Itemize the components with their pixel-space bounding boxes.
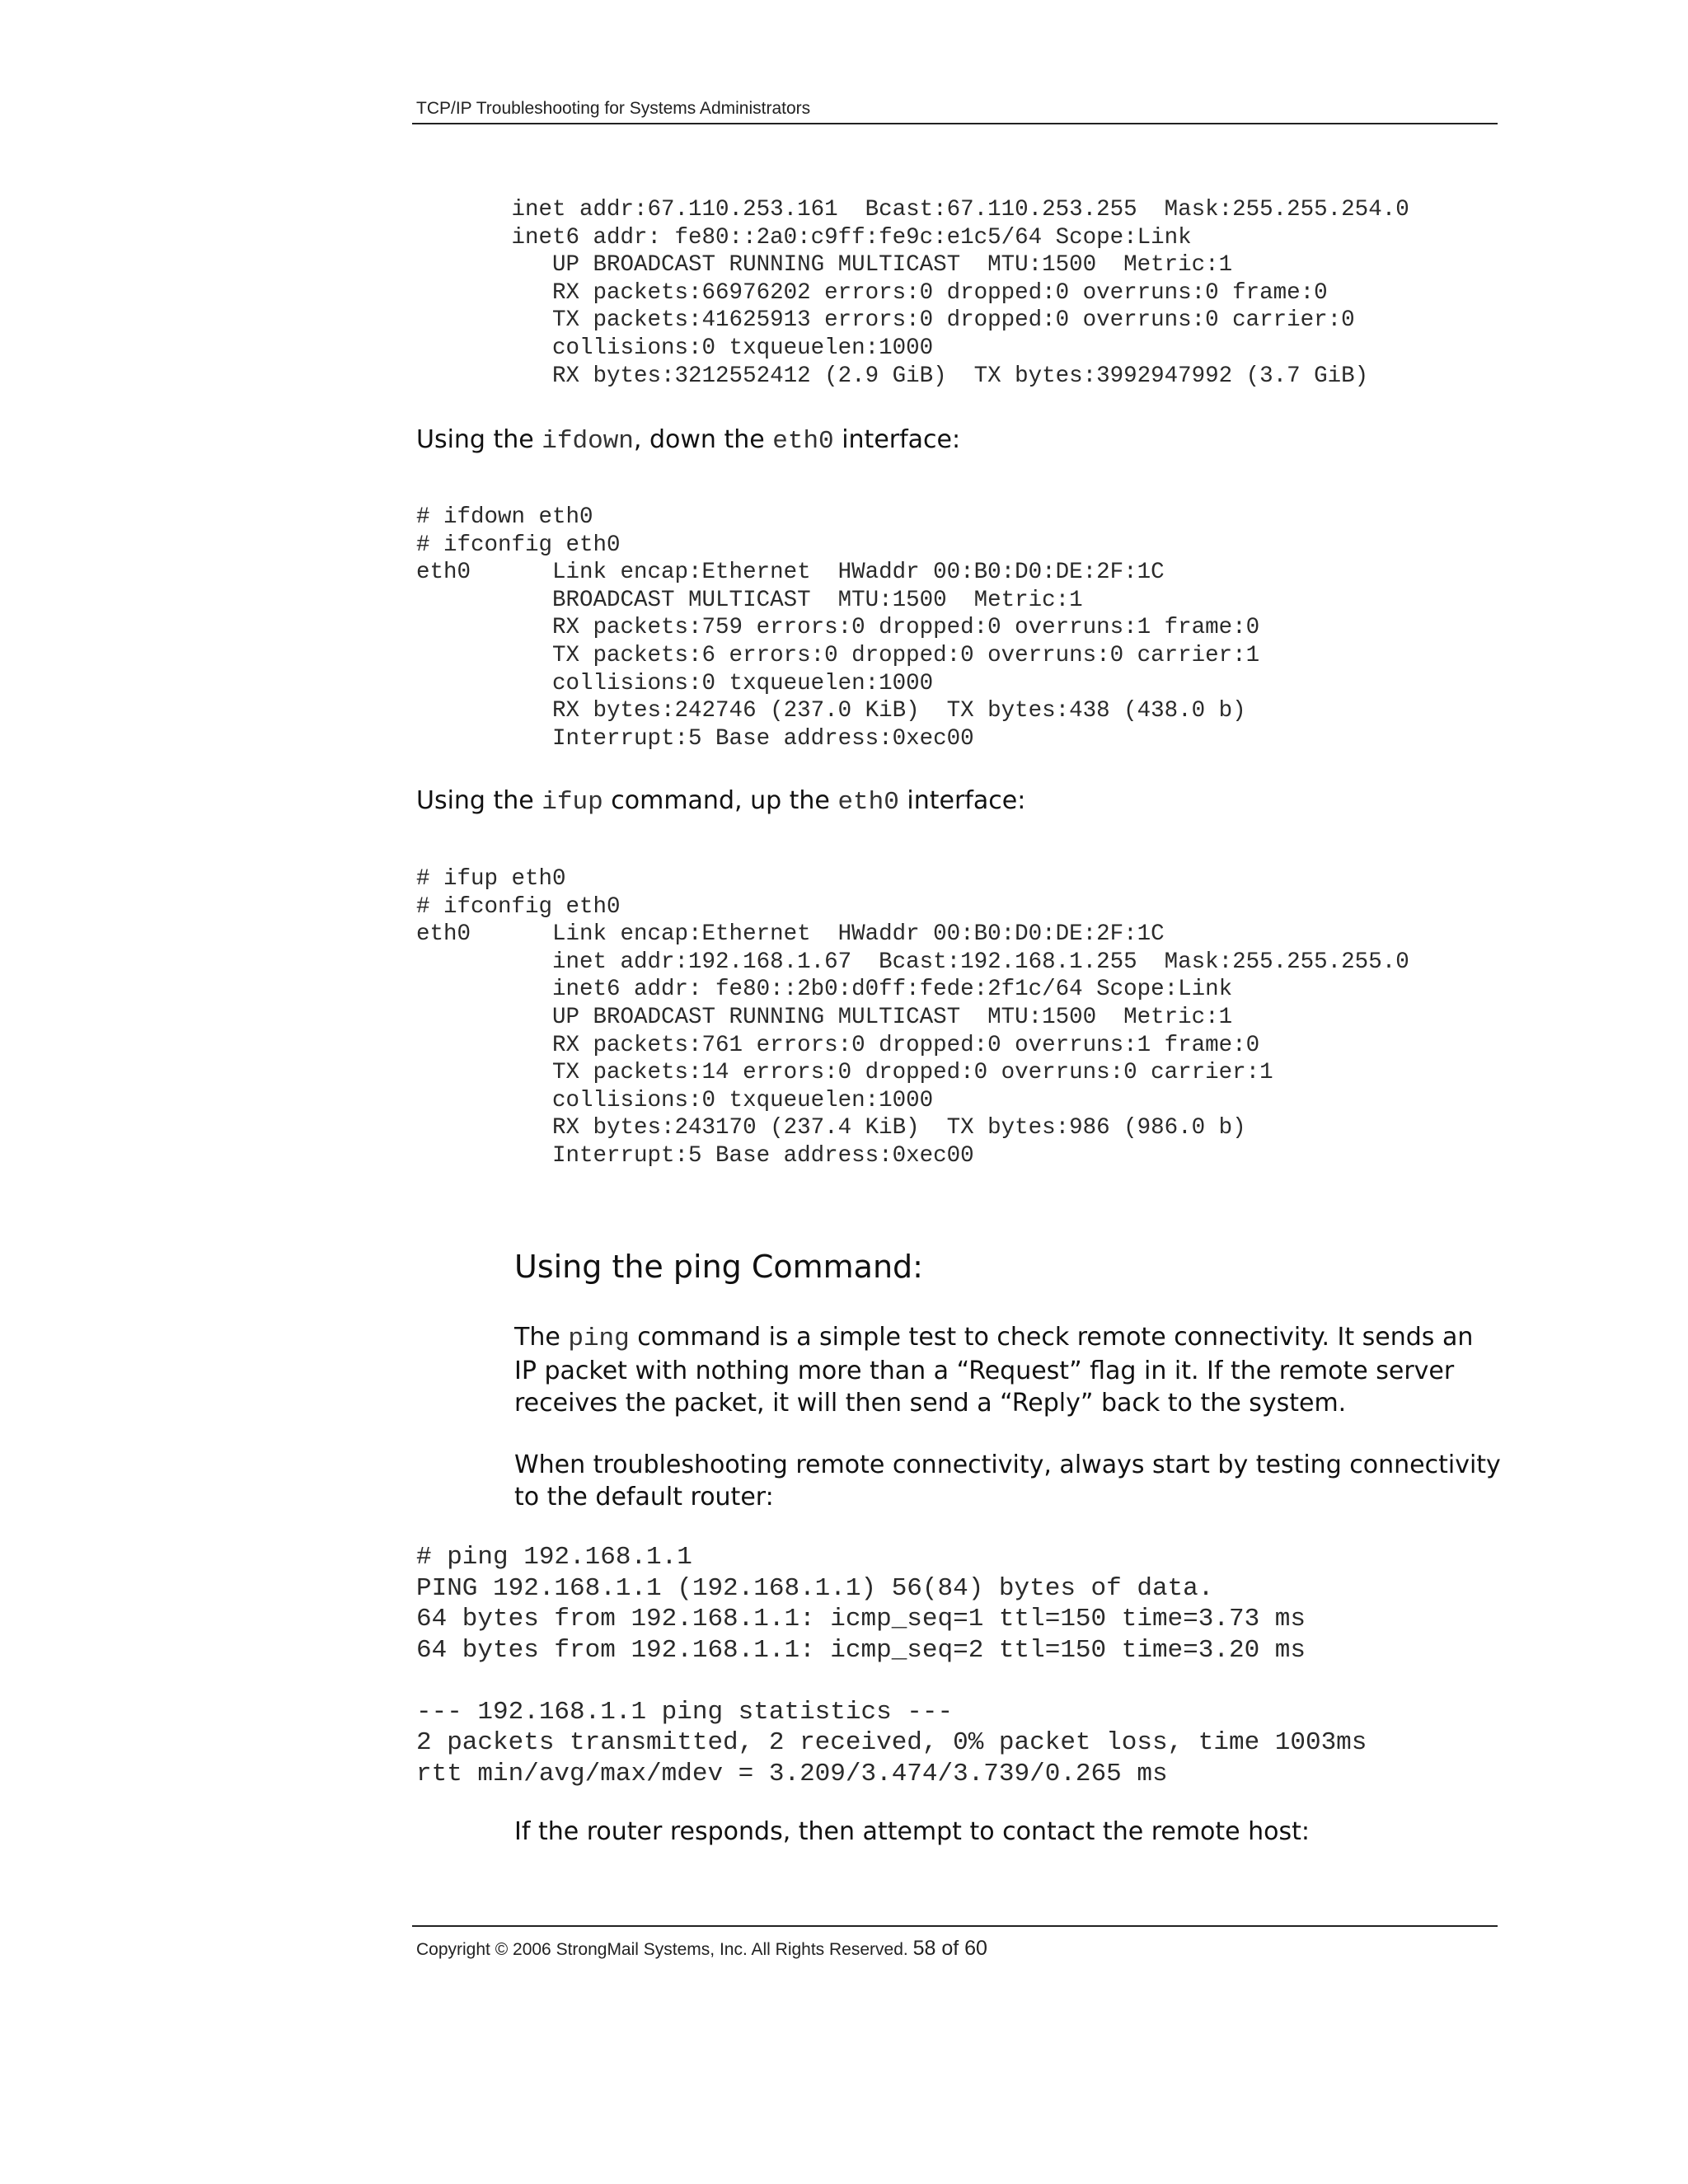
page-number: 58 of 60: [912, 1937, 987, 1960]
code-line: # ifconfig eth0: [416, 532, 621, 558]
code-line: PING 192.168.1.1 (192.168.1.1) 56(84) bytes of data.: [416, 1573, 1214, 1603]
paragraph-ping-intro: The ping command is a simple test to check remote connectivity. It sends an IP packet with nothing more than a “Request” flag in it. If the remote server receives the packet, it will then send a “Reply” back to the system.: [514, 1323, 1474, 1418]
code-line: RX packets:761 errors:0 dropped:0 overruns:1 frame:0: [416, 1032, 1260, 1058]
paragraph-router: If the router responds, then attempt to contact the remote host:: [514, 1817, 1311, 1846]
paragraph-ifdown: Using the ifdown, down the eth0 interface:: [416, 425, 961, 456]
code-line: BROADCAST MULTICAST MTU:1500 Metric:1: [416, 587, 1083, 613]
code-block-ping: [416, 1542, 1367, 1789]
page-footer: [416, 1937, 987, 1961]
code-line: rtt min/avg/max/mdev = 3.209/3.474/3.739/0.265 ms: [416, 1759, 1168, 1788]
code-line: 2 packets transmitted, 2 received, 0% packet loss, time 1003ms: [416, 1728, 1367, 1757]
code-line: TX packets:41625913 errors:0 dropped:0 overruns:0 carrier:0: [416, 307, 1355, 334]
code-line: 64 bytes from 192.168.1.1: icmp_seq=1 ttl=150 time=3.73 ms: [416, 1605, 1306, 1633]
code-line: # ifconfig eth0: [416, 893, 621, 920]
code-line: RX packets:759 errors:0 dropped:0 overruns:1 frame:0: [416, 615, 1260, 641]
inline-code-ifdown: ifdown: [542, 427, 634, 456]
inline-code-eth0: eth0: [772, 427, 834, 456]
code-block-ifdown: [416, 504, 1259, 752]
code-line: collisions:0 txqueuelen:1000: [416, 670, 934, 696]
code-line: Interrupt:5 Base address:0xec00: [416, 725, 974, 752]
inline-code-eth0: eth0: [837, 788, 899, 817]
code-line: eth0 Link encap:Ethernet HWaddr 00:B0:D0:DE:2F:1C: [416, 921, 1165, 948]
code-line: inet6 addr: fe80::2a0:c9ff:fe9c:e1c5/64 Scope:Link: [416, 224, 1192, 251]
code-line: TX packets:14 errors:0 dropped:0 overruns:0 carrier:1: [416, 1060, 1273, 1086]
code-line: collisions:0 txqueuelen:1000: [416, 1087, 934, 1113]
code-block-ifup: [416, 865, 1409, 1170]
code-line: 64 bytes from 192.168.1.1: icmp_seq=2 ttl=150 time=3.20 ms: [416, 1635, 1306, 1665]
inline-code-ping: ping: [568, 1324, 630, 1353]
code-block-ifconfig-output: [416, 196, 1409, 390]
code-line: UP BROADCAST RUNNING MULTICAST MTU:1500 Metric:1: [416, 1004, 1233, 1030]
code-line-blank: [416, 1666, 1367, 1697]
code-line: RX packets:66976202 errors:0 dropped:0 overruns:0 frame:0: [416, 279, 1328, 306]
section-heading: Using the ping Command:: [514, 1249, 923, 1285]
code-line: Interrupt:5 Base address:0xec00: [416, 1142, 974, 1169]
copyright-notice: Copyright © 2006 StrongMail Systems, Inc. All Rights Reserved.: [416, 1940, 908, 1959]
paragraph-troubleshooting: When troubleshooting remote connectivity, always start by testing connectivity to the default router:: [514, 1451, 1501, 1511]
code-line: inet6 addr: fe80::2b0:d0ff:fede:2f1c/64 Scope:Link: [416, 977, 1233, 1003]
code-line: eth0 Link encap:Ethernet HWaddr 00:B0:D0:DE:2F:1C: [416, 560, 1165, 586]
code-line: # ifdown eth0: [416, 504, 593, 530]
running-header: TCP/IP Troubleshooting for Systems Administrators: [416, 99, 811, 118]
code-line: --- 192.168.1.1 ping statistics ---: [416, 1697, 954, 1727]
code-line: # ifup eth0: [416, 866, 566, 892]
paragraph-ifup: Using the ifup command, up the eth0 interface:: [416, 786, 1026, 817]
code-line: TX packets:6 errors:0 dropped:0 overruns:0 carrier:1: [416, 642, 1260, 668]
code-line: collisions:0 txqueuelen:1000: [416, 335, 934, 361]
code-line: RX bytes:3212552412 (2.9 GiB) TX bytes:3992947992 (3.7 GiB): [416, 363, 1369, 389]
code-line: RX bytes:242746 (237.0 KiB) TX bytes:438 (438.0 b): [416, 698, 1246, 724]
footer-rule: [412, 1925, 1498, 1927]
code-line: inet addr:192.168.1.67 Bcast:192.168.1.255 Mask:255.255.255.0: [416, 949, 1409, 975]
header-rule: [412, 123, 1498, 124]
code-line: # ping 192.168.1.1: [416, 1543, 692, 1572]
code-line: RX bytes:243170 (237.4 KiB) TX bytes:986 (986.0 b): [416, 1115, 1246, 1141]
code-line: UP BROADCAST RUNNING MULTICAST MTU:1500 Metric:1: [416, 252, 1233, 279]
code-line: inet addr:67.110.253.161 Bcast:67.110.253.255 Mask:255.255.254.0: [416, 197, 1409, 223]
inline-code-ifup: ifup: [542, 788, 603, 817]
